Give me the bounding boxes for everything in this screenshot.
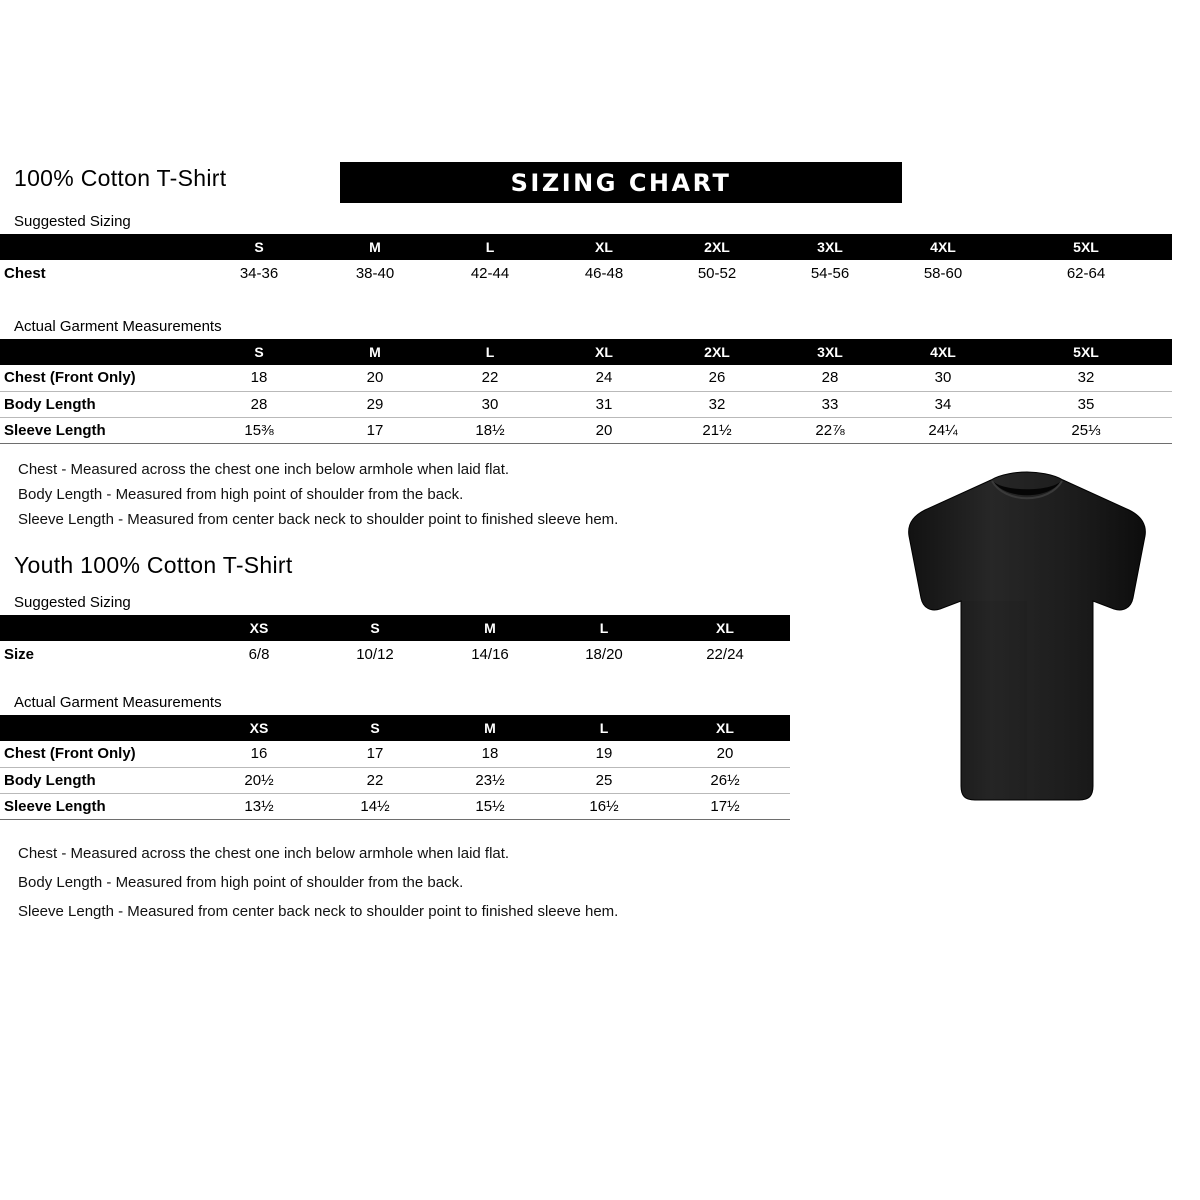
header-cell: XL bbox=[595, 239, 613, 255]
row-label: Body Length bbox=[0, 391, 200, 417]
cell: 17 bbox=[318, 417, 432, 443]
table-row bbox=[0, 417, 1172, 443]
cell: 22 bbox=[432, 365, 548, 391]
cell: 42-44 bbox=[470, 264, 510, 282]
cell: 62-64 bbox=[1066, 264, 1106, 282]
cell: 32 bbox=[660, 391, 774, 417]
header-cell: 5XL bbox=[1073, 344, 1099, 360]
cell: 14/16 bbox=[471, 645, 509, 663]
cell: 34-36 bbox=[239, 264, 279, 282]
adult-note-body-length: Body Length - Measured from high point of shoulder from the back. bbox=[18, 486, 464, 503]
row-label: Chest (Front Only) bbox=[0, 741, 200, 767]
cell: 35 bbox=[1000, 391, 1172, 417]
cell: 18½ bbox=[432, 417, 548, 443]
table-row bbox=[0, 260, 1172, 286]
cell: 54-56 bbox=[810, 264, 850, 282]
cell: 20 bbox=[548, 417, 660, 443]
adult-actual-label: Actual Garment Measurements bbox=[14, 318, 222, 335]
youth-section-title: Youth 100% Cotton T-Shirt bbox=[14, 552, 293, 578]
cell: 46-48 bbox=[584, 264, 624, 282]
youth-note-body-length: Body Length - Measured from high point of shoulder from the back. bbox=[18, 874, 464, 891]
header-cell bbox=[0, 715, 200, 741]
cell: 22/24 bbox=[706, 645, 744, 663]
cell: 24¼ bbox=[886, 417, 1000, 443]
adult-suggested-table bbox=[0, 234, 1172, 286]
youth-note-chest: Chest - Measured across the chest one inch below armhole when laid flat. bbox=[18, 845, 510, 862]
cell: 18 bbox=[432, 741, 548, 767]
table-header-row bbox=[0, 339, 1172, 365]
cell: 20½ bbox=[200, 767, 318, 793]
adult-measurements-table bbox=[0, 339, 1172, 444]
cell: 58-60 bbox=[923, 264, 963, 282]
header-cell: XL bbox=[716, 620, 734, 636]
table-row bbox=[0, 641, 790, 667]
product-image bbox=[893, 470, 1161, 810]
header-cell: S bbox=[254, 239, 264, 255]
cell: 17½ bbox=[660, 793, 790, 819]
cell: 20 bbox=[318, 365, 432, 391]
cell: 28 bbox=[200, 391, 318, 417]
adult-suggested-label: Suggested Sizing bbox=[14, 213, 131, 230]
header-cell: 3XL bbox=[817, 239, 843, 255]
cell: 17 bbox=[318, 741, 432, 767]
table-row bbox=[0, 767, 790, 793]
header-cell: XS bbox=[249, 620, 269, 636]
cell: 19 bbox=[548, 741, 660, 767]
cell: 22⅞ bbox=[774, 417, 886, 443]
header-cell: 2XL bbox=[704, 239, 730, 255]
cell: 16 bbox=[200, 741, 318, 767]
cell: 24 bbox=[548, 365, 660, 391]
table-row bbox=[0, 793, 790, 819]
youth-suggested-label: Suggested Sizing bbox=[14, 594, 131, 611]
cell: 6/8 bbox=[248, 645, 270, 663]
header-cell: M bbox=[369, 344, 381, 360]
header-cell: XL bbox=[595, 344, 613, 360]
cell: 28 bbox=[774, 365, 886, 391]
cell: 31 bbox=[548, 391, 660, 417]
table-header-row bbox=[0, 715, 790, 741]
table-header-row bbox=[0, 615, 790, 641]
header-cell: M bbox=[484, 720, 496, 736]
row-label: Chest (Front Only) bbox=[0, 365, 200, 391]
table-header-row bbox=[0, 234, 1172, 260]
youth-note-sleeve-length: Sleeve Length - Measured from center back neck to shoulder point to finished sleeve hem. bbox=[18, 903, 619, 920]
cell: 10/12 bbox=[356, 645, 394, 663]
header-cell: S bbox=[254, 344, 264, 360]
row-label: Sleeve Length bbox=[0, 793, 200, 819]
youth-measurements-table bbox=[0, 715, 790, 820]
table-row bbox=[0, 365, 1172, 391]
row-label: Sleeve Length bbox=[0, 417, 200, 443]
header-cell: 4XL bbox=[930, 344, 956, 360]
cell: 18/20 bbox=[585, 645, 623, 663]
cell: 15⅜ bbox=[200, 417, 318, 443]
cell: 23½ bbox=[432, 767, 548, 793]
cell: 34 bbox=[886, 391, 1000, 417]
row-label: Body Length bbox=[0, 767, 200, 793]
header-cell: 3XL bbox=[817, 344, 843, 360]
cell: 25⅓ bbox=[1000, 417, 1172, 443]
cell: 33 bbox=[774, 391, 886, 417]
cell: 13½ bbox=[200, 793, 318, 819]
row-label: Size bbox=[4, 645, 35, 663]
cell: 29 bbox=[318, 391, 432, 417]
adult-note-chest: Chest - Measured across the chest one inch below armhole when laid flat. bbox=[18, 461, 510, 478]
youth-suggested-table bbox=[0, 615, 790, 667]
cell: 16½ bbox=[548, 793, 660, 819]
header-cell: M bbox=[369, 239, 381, 255]
cell: 32 bbox=[1000, 365, 1172, 391]
cell: 18 bbox=[200, 365, 318, 391]
header-cell: S bbox=[370, 620, 380, 636]
header-cell: M bbox=[484, 620, 496, 636]
adult-section-title: 100% Cotton T-Shirt bbox=[14, 165, 227, 191]
cell: 30 bbox=[432, 391, 548, 417]
header-cell: 2XL bbox=[704, 344, 730, 360]
table-row bbox=[0, 391, 1172, 417]
cell: 26½ bbox=[660, 767, 790, 793]
row-label: Chest bbox=[4, 264, 46, 282]
adult-note-sleeve-length: Sleeve Length - Measured from center back neck to shoulder point to finished sleeve hem. bbox=[18, 511, 619, 528]
header-cell: XS bbox=[249, 720, 269, 736]
cell: 14½ bbox=[318, 793, 432, 819]
header-cell bbox=[0, 234, 200, 260]
cell: 21½ bbox=[660, 417, 774, 443]
header-cell: S bbox=[370, 720, 380, 736]
youth-actual-label: Actual Garment Measurements bbox=[14, 694, 222, 711]
header-cell bbox=[0, 615, 200, 641]
cell: 26 bbox=[660, 365, 774, 391]
cell: 22 bbox=[318, 767, 432, 793]
cell: 50-52 bbox=[697, 264, 737, 282]
header-cell: 4XL bbox=[930, 239, 956, 255]
header-cell: XL bbox=[716, 720, 734, 736]
header-cell: L bbox=[485, 344, 495, 360]
cell: 20 bbox=[660, 741, 790, 767]
header-cell: L bbox=[599, 720, 609, 736]
header-cell: L bbox=[599, 620, 609, 636]
tshirt-illustration bbox=[893, 470, 1161, 810]
table-row bbox=[0, 741, 790, 767]
cell: 38-40 bbox=[355, 264, 395, 282]
cell: 25 bbox=[548, 767, 660, 793]
sizing-chart-banner: SIZING CHART bbox=[340, 162, 902, 203]
header-cell: 5XL bbox=[1073, 239, 1099, 255]
header-cell bbox=[0, 339, 200, 365]
cell: 15½ bbox=[432, 793, 548, 819]
header-cell: L bbox=[485, 239, 495, 255]
cell: 30 bbox=[886, 365, 1000, 391]
